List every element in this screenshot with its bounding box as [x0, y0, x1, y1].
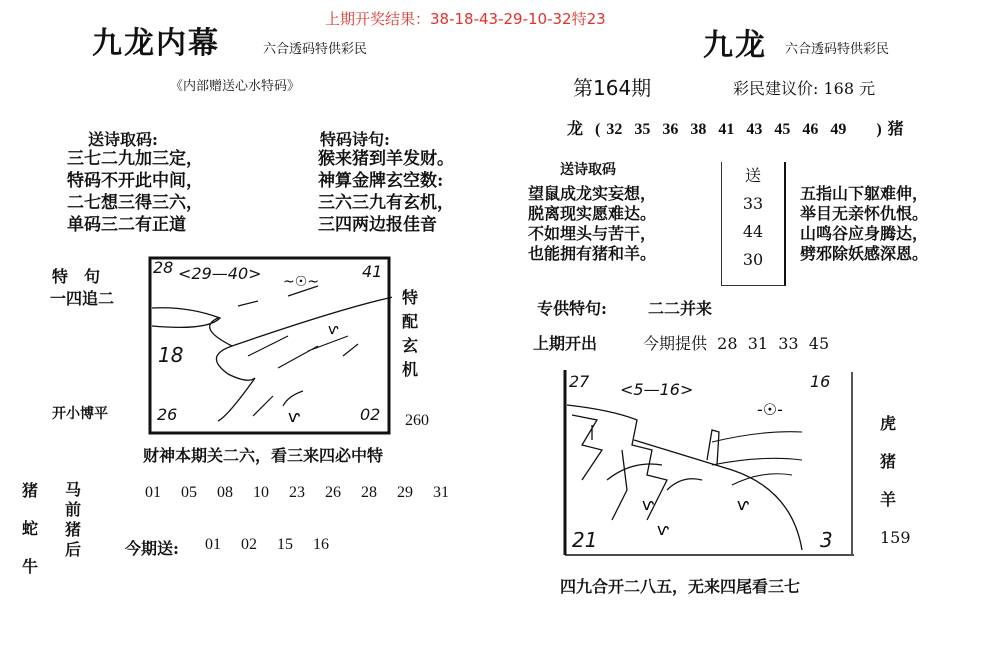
zodiac: 虎	[880, 414, 897, 433]
dragon-line: 龙 ( 32 35 36 38 41 43 45 46 49 ) 猪	[567, 121, 904, 138]
poem-line: 望鼠成龙实妄想，	[528, 184, 657, 203]
number-list: 01 05 08 10 23 26 28 29 31	[145, 484, 449, 501]
right-poem-left	[528, 184, 656, 264]
caishen-line: 财神本期关二六，看三来四必中特	[143, 446, 384, 465]
send-numbers: 01 02 15 16	[205, 536, 329, 553]
poem1	[67, 148, 203, 236]
poem-line: 不如埋头与苦干，	[528, 224, 657, 243]
right-subtitle: 六合透码特供彩民	[785, 42, 890, 57]
grass-icon: ⱱ	[737, 495, 749, 514]
poem-line: 也能拥有猪和羊。	[528, 244, 657, 263]
poem-line: 猴来猪到羊发财。	[318, 149, 454, 169]
right-sketch	[562, 370, 856, 558]
sketch-br: 02	[360, 405, 381, 424]
sketch-tr: 41	[362, 262, 383, 281]
last-draw-result-banner: 上期开奖结果：38-18-43-29-10-32特23	[325, 10, 606, 28]
send-label: 今期送:	[125, 539, 179, 558]
zodiac: 猪	[21, 481, 38, 500]
sketch-bl: 26	[157, 405, 178, 424]
te-pei-vertical: 特配玄机	[401, 288, 418, 379]
sketch-range: <29—40>	[178, 264, 262, 283]
sketch-ml: 18	[158, 343, 184, 367]
poem-line: 三七二九加三定，	[67, 149, 203, 169]
sketch-tl: 28	[153, 258, 174, 277]
right-poem-right	[800, 184, 928, 264]
sketch-tl: 27	[569, 372, 590, 391]
sketch-tr: 16	[810, 372, 831, 391]
poem-line: 山鸣谷应身腾达，	[800, 224, 929, 243]
poem1-title: 送诗取码:	[88, 130, 158, 149]
zodiac-number: 159	[880, 528, 911, 547]
sketch-range: <5—16>	[620, 380, 694, 399]
poem-line: 脱离现实愿难达。	[528, 204, 657, 223]
right-title: 九龙	[703, 28, 767, 63]
sun-icon: -☉-	[757, 400, 783, 419]
send-number: 30	[742, 250, 764, 269]
grass-icon: ⱱ	[288, 407, 300, 426]
left-title: 九龙内幕	[92, 26, 220, 61]
te-ju-value: 一四追二	[50, 289, 115, 308]
kai-xiao-label: 开小博平	[52, 406, 108, 422]
te-pei-number: 260	[405, 412, 429, 429]
left-subtitle: 六合透码特供彩民	[263, 42, 368, 57]
sun-icon: ~☉~	[283, 274, 320, 290]
send-number: 33	[742, 194, 764, 213]
zodiac: 牛	[21, 557, 38, 576]
sketch-br: 3	[820, 528, 833, 552]
poem-line: 单码三二有正道	[67, 215, 186, 235]
right-poem-title: 送诗取码	[560, 162, 616, 178]
ma-qian-vertical: 马前猪后	[64, 480, 81, 559]
poem-line: 神算金牌玄空数:	[318, 171, 444, 191]
poem-line: 三四两边报佳音	[318, 215, 437, 235]
price: 彩民建议价: 168 元	[733, 79, 876, 98]
sketch-bl: 21	[572, 528, 598, 552]
grass-icon: ⱱ	[328, 322, 339, 338]
poem-line: 特码不开此中间，	[67, 171, 203, 191]
last-label: 上期开出	[533, 334, 598, 353]
issue-number: 第164期	[573, 76, 652, 100]
right-zodiac-column	[880, 405, 911, 557]
send-label: 送	[744, 166, 761, 185]
gift-heading: 《内部赠送心水特码》	[170, 79, 301, 94]
zodiac: 羊	[880, 490, 897, 509]
poem2	[318, 148, 454, 236]
send-box	[721, 162, 786, 286]
special-label: 专供特句:	[537, 299, 607, 318]
poem-line: 三六三九有玄机，	[318, 193, 454, 213]
grass-icon: ⱱ	[657, 520, 669, 539]
zodiac: 蛇	[21, 519, 38, 538]
grass-icon: ⱱ	[642, 495, 654, 514]
zodiac-column	[20, 472, 40, 586]
poem2-title: 特码诗句:	[320, 130, 390, 149]
poem-line: 二七想三得三六，	[67, 193, 203, 213]
special-value: 二二并来	[648, 299, 713, 318]
right-bottom-line: 四九合开二八五，无来四尾看三七	[560, 577, 801, 596]
poem-line: 劈邪除妖感深恩。	[800, 244, 929, 263]
send-number: 44	[742, 222, 764, 241]
poem-line: 五指山下躯难伸，	[800, 184, 929, 203]
left-sketch	[148, 256, 392, 436]
provide-numbers: 今期提供 28 31 33 45	[643, 334, 830, 353]
te-ju-label: 特 句	[52, 267, 101, 286]
poem-line: 举目无亲怀仇恨。	[800, 204, 929, 223]
zodiac: 猪	[880, 452, 897, 471]
